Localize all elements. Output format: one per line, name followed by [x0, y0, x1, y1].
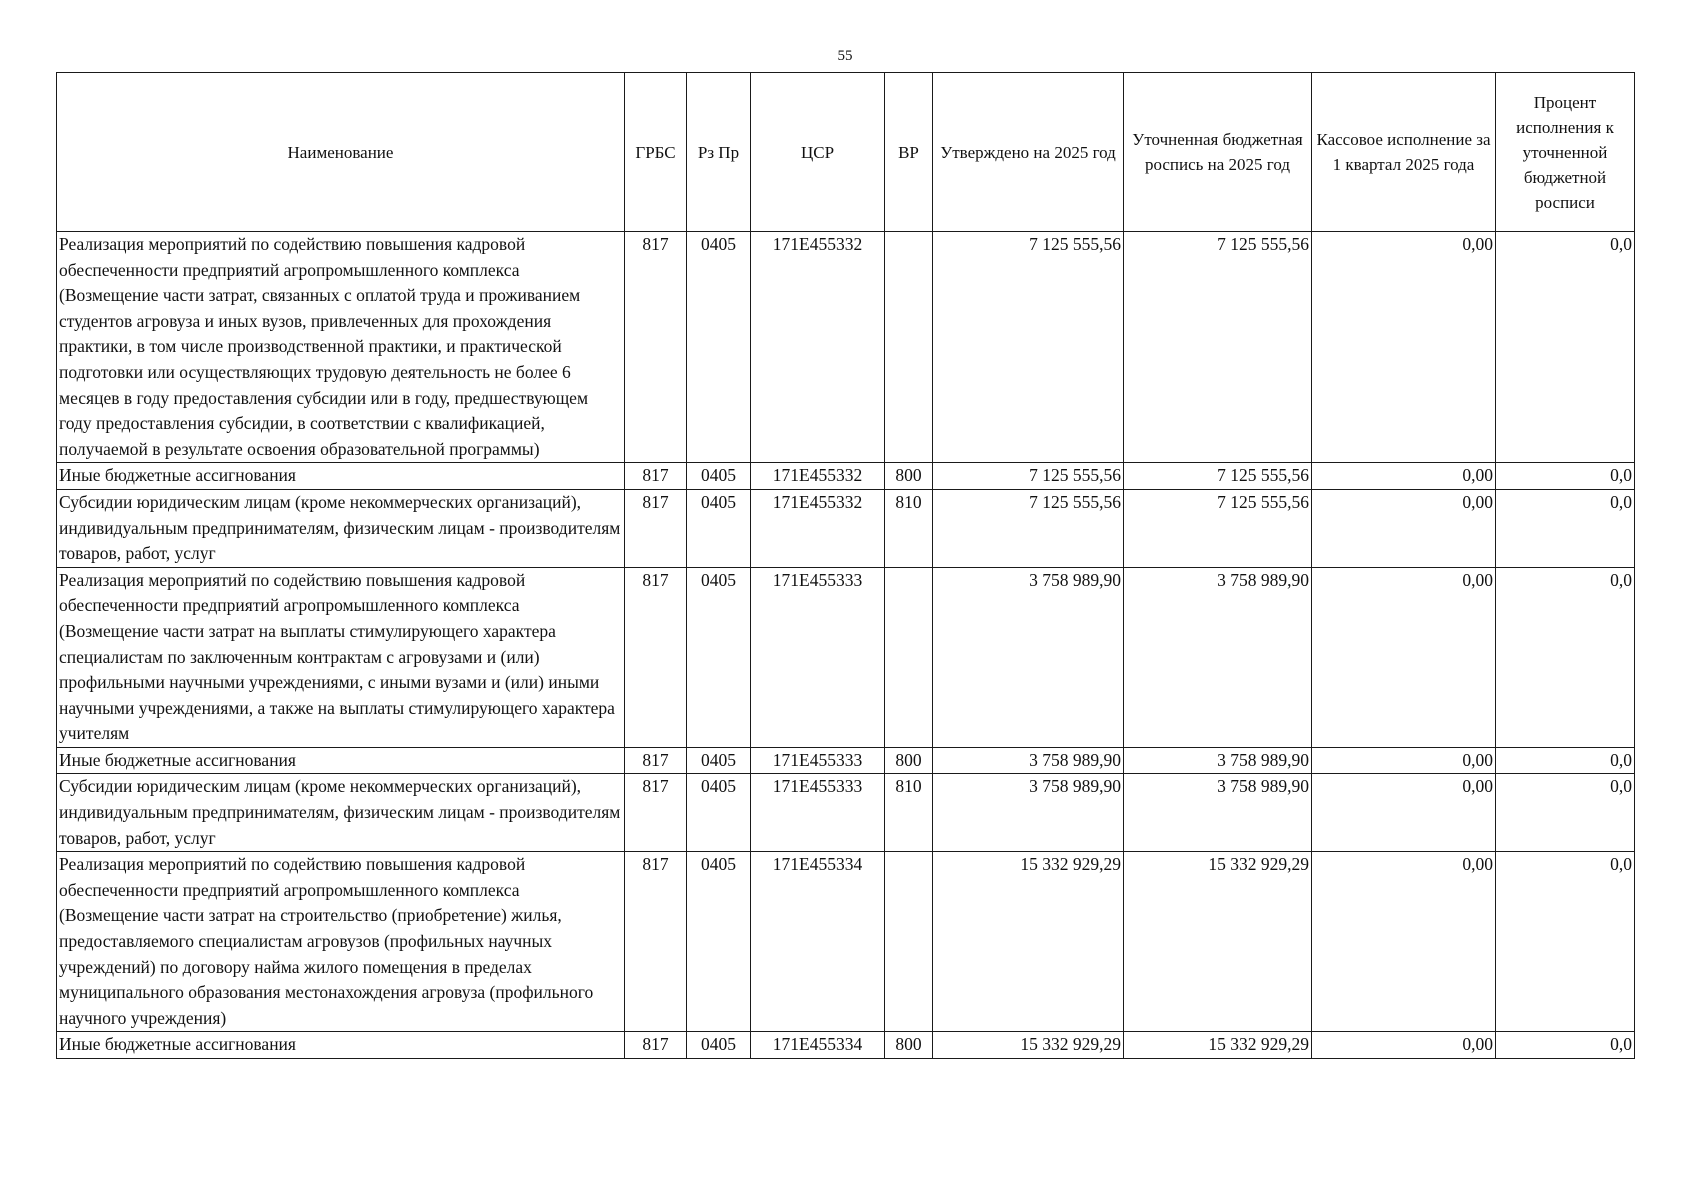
row-vr: 800	[885, 1032, 933, 1059]
row-executed: 0,00	[1312, 463, 1496, 490]
row-refined: 7 125 555,56	[1124, 232, 1312, 463]
row-percent: 0,0	[1496, 489, 1635, 567]
row-grbs: 817	[625, 463, 687, 490]
row-refined: 3 758 989,90	[1124, 774, 1312, 852]
row-rzpr: 0405	[687, 567, 751, 747]
column-header-rzpr: Рз Пр	[687, 73, 751, 232]
column-header-executed: Кассовое исполнение за 1 квартал 2025 года	[1312, 73, 1496, 232]
row-grbs: 817	[625, 567, 687, 747]
row-name: Реализация мероприятий по содействию повышения кадровой обеспеченности предприятий агропромышленного комплекса (Возмещение части затрат на выплаты стимулирующего характера специалистам по заключенным контрактам с агровузами и (или) профильными научными учреждениями, с иными вузами и (или) иными научными учреждениями, а также на выплаты стимулирующего характера учителям	[57, 567, 625, 747]
row-rzpr: 0405	[687, 1032, 751, 1059]
table-header-row	[57, 73, 1635, 232]
row-grbs: 817	[625, 774, 687, 852]
row-approved: 3 758 989,90	[933, 747, 1124, 774]
row-percent: 0,0	[1496, 232, 1635, 463]
row-vr	[885, 852, 933, 1032]
table-row	[57, 232, 1635, 463]
row-csr: 171Е455334	[751, 852, 885, 1032]
table-row	[57, 747, 1635, 774]
row-approved: 15 332 929,29	[933, 852, 1124, 1032]
row-grbs: 817	[625, 747, 687, 774]
row-rzpr: 0405	[687, 489, 751, 567]
row-name: Иные бюджетные ассигнования	[57, 747, 625, 774]
table-row	[57, 567, 1635, 747]
column-header-refined: Уточненная бюджетная роспись на 2025 год	[1124, 73, 1312, 232]
row-rzpr: 0405	[687, 232, 751, 463]
row-csr: 171Е455332	[751, 489, 885, 567]
row-approved: 7 125 555,56	[933, 463, 1124, 490]
row-approved: 3 758 989,90	[933, 774, 1124, 852]
row-approved: 15 332 929,29	[933, 1032, 1124, 1059]
row-percent: 0,0	[1496, 747, 1635, 774]
row-executed: 0,00	[1312, 567, 1496, 747]
row-vr	[885, 232, 933, 463]
row-vr: 800	[885, 747, 933, 774]
row-grbs: 817	[625, 852, 687, 1032]
row-csr: 171Е455333	[751, 774, 885, 852]
row-executed: 0,00	[1312, 774, 1496, 852]
row-vr: 810	[885, 489, 933, 567]
column-header-grbs: ГРБС	[625, 73, 687, 232]
row-rzpr: 0405	[687, 774, 751, 852]
row-approved: 7 125 555,56	[933, 489, 1124, 567]
row-name: Иные бюджетные ассигнования	[57, 1032, 625, 1059]
row-grbs: 817	[625, 232, 687, 463]
column-header-percent: Процент исполнения к уточненной бюджетной росписи	[1496, 73, 1635, 232]
row-executed: 0,00	[1312, 232, 1496, 463]
row-csr: 171Е455332	[751, 232, 885, 463]
row-refined: 15 332 929,29	[1124, 1032, 1312, 1059]
row-approved: 3 758 989,90	[933, 567, 1124, 747]
column-header-vr: ВР	[885, 73, 933, 232]
row-csr: 171Е455333	[751, 747, 885, 774]
row-refined: 3 758 989,90	[1124, 567, 1312, 747]
row-executed: 0,00	[1312, 747, 1496, 774]
row-refined: 3 758 989,90	[1124, 747, 1312, 774]
row-vr: 800	[885, 463, 933, 490]
row-executed: 0,00	[1312, 489, 1496, 567]
column-header-name: Наименование	[57, 73, 625, 232]
table-row	[57, 852, 1635, 1032]
row-name: Иные бюджетные ассигнования	[57, 463, 625, 490]
row-approved: 7 125 555,56	[933, 232, 1124, 463]
row-name: Реализация мероприятий по содействию повышения кадровой обеспеченности предприятий агропромышленного комплекса (Возмещение части затрат, связанных с оплатой труда и проживанием студентов агровуза и иных вузов, привлеченных для прохождения практики, в том числе производственной практики, и практической подготовки или осуществляющих трудовую деятельность не более 6 месяцев в году предоставления субсидии или в году, предшествующем году предоставления субсидии, в соответствии с квалификацией, получаемой в результате освоения образовательной программы)	[57, 232, 625, 463]
row-percent: 0,0	[1496, 463, 1635, 490]
row-refined: 15 332 929,29	[1124, 852, 1312, 1032]
row-percent: 0,0	[1496, 1032, 1635, 1059]
row-executed: 0,00	[1312, 852, 1496, 1032]
row-name: Реализация мероприятий по содействию повышения кадровой обеспеченности предприятий агропромышленного комплекса (Возмещение части затрат на строительство (приобретение) жилья, предоставляемого специалистам агровузов (профильных научных учреждений) по договору найма жилого помещения в пределах муниципального образования местонахождения агровуза (профильного научного учреждения)	[57, 852, 625, 1032]
row-name: Субсидии юридическим лицам (кроме некоммерческих организаций), индивидуальным предпринимателям, физическим лицам - производителям товаров, работ, услуг	[57, 774, 625, 852]
row-name: Субсидии юридическим лицам (кроме некоммерческих организаций), индивидуальным предпринимателям, физическим лицам - производителям товаров, работ, услуг	[57, 489, 625, 567]
column-header-csr: ЦСР	[751, 73, 885, 232]
row-percent: 0,0	[1496, 852, 1635, 1032]
row-refined: 7 125 555,56	[1124, 489, 1312, 567]
row-rzpr: 0405	[687, 747, 751, 774]
budget-table	[56, 72, 1635, 1059]
table-row	[57, 1032, 1635, 1059]
row-rzpr: 0405	[687, 463, 751, 490]
row-rzpr: 0405	[687, 852, 751, 1032]
row-csr: 171Е455334	[751, 1032, 885, 1059]
table-row	[57, 489, 1635, 567]
row-percent: 0,0	[1496, 774, 1635, 852]
row-csr: 171Е455332	[751, 463, 885, 490]
table-row	[57, 774, 1635, 852]
page-number: 55	[837, 48, 853, 64]
column-header-approved: Утверждено на 2025 год	[933, 73, 1124, 232]
row-refined: 7 125 555,56	[1124, 463, 1312, 490]
row-grbs: 817	[625, 1032, 687, 1059]
table-row	[57, 463, 1635, 490]
row-percent: 0,0	[1496, 567, 1635, 747]
row-executed: 0,00	[1312, 1032, 1496, 1059]
row-vr	[885, 567, 933, 747]
row-grbs: 817	[625, 489, 687, 567]
row-vr: 810	[885, 774, 933, 852]
row-csr: 171Е455333	[751, 567, 885, 747]
